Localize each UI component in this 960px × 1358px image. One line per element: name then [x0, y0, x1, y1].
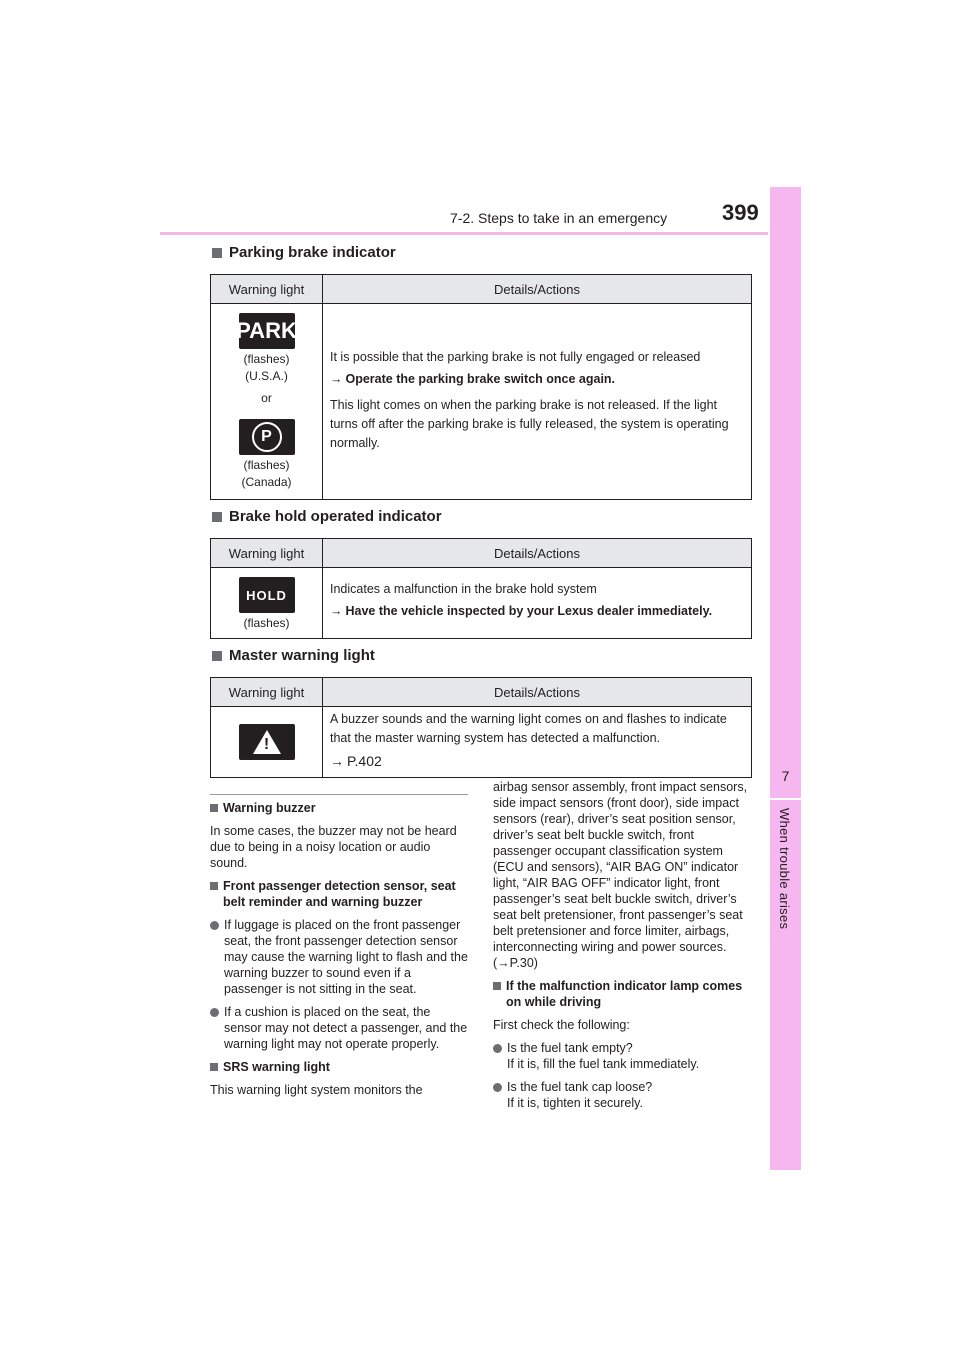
- note-text: This warning light system monitors the: [210, 1083, 423, 1097]
- warning-light-cell: [211, 568, 323, 638]
- col-header-warning-light: Warning light: [211, 678, 323, 706]
- bullet-question: Is the fuel tank empty?: [507, 1041, 633, 1055]
- p-circle: P: [252, 422, 282, 452]
- bullet-text-wrap: [507, 1079, 652, 1111]
- table-row: [211, 707, 751, 777]
- note-text: First check the following:: [493, 1018, 630, 1032]
- heading-square-icon: [212, 651, 222, 661]
- bullet-answer: If it is, fill the fuel tank immediately.: [507, 1057, 700, 1071]
- bullet-question: Is the fuel tank cap loose?: [507, 1080, 653, 1094]
- notes-left-column: [210, 800, 468, 1098]
- note-bullet: [493, 1079, 751, 1111]
- note-heading: [210, 1059, 468, 1075]
- note-text: airbag sensor assembly, front impact sensors, side impact sensors (front door), side impact sensors (rear), driver’s seat position sensor, driver’s seat belt buckle switch, front passenger occupant classification system (ECU and sensors), “AIR BAG ON” indicator light, “AIR BAG OFF” indicator light, front passenger’s seat belt buckle switch, driver’s seat belt pretensioner, front passenger’s seat belt pretensioner and force limiter, airbags, interconnecting wiring and power sources. (→P.30): [493, 780, 748, 970]
- note-heading-text: Front passenger detection sensor, seat belt reminder and warning buzzer: [223, 879, 456, 909]
- action-line: [330, 752, 745, 771]
- section-heading-brake-hold: [212, 508, 442, 525]
- lamp-caption: (flashes): [243, 616, 290, 630]
- notes-right-column: [493, 779, 751, 1118]
- brake-hold-table: [210, 538, 752, 639]
- heading-text: Parking brake indicator: [229, 244, 396, 261]
- heading-square-icon: [210, 804, 218, 812]
- chapter-side-tab: [770, 187, 801, 1170]
- bullet-text-wrap: [507, 1040, 699, 1072]
- heading-square-icon: [212, 248, 222, 258]
- bullet-text: If a cushion is placed on the seat, the sensor may not detect a passenger, and the warning light may not operate properly.: [224, 1005, 468, 1051]
- heading-square-icon: [210, 882, 218, 890]
- detail-text: A buzzer sounds and the warning light comes on and flashes to indicate that the master warning system has detected a malfunction.: [330, 712, 727, 745]
- parking-brake-table: [210, 274, 752, 500]
- action-text: Have the vehicle inspected by your Lexus dealer immediately.: [345, 604, 713, 618]
- warning-light-cell: [211, 707, 323, 777]
- lamp-caption: (flashes): [243, 458, 290, 472]
- note-bullet: [493, 1040, 751, 1072]
- table-row: [211, 568, 751, 638]
- running-header-section: 7-2. Steps to take in an emergency: [450, 210, 668, 226]
- note-heading-text: Warning buzzer: [223, 801, 316, 815]
- action-line: [330, 370, 745, 389]
- master-warning-icon: [239, 724, 295, 760]
- header-rule: [160, 232, 768, 235]
- detail-text: It is possible that the parking brake is not fully engaged or released: [330, 350, 701, 364]
- bullet-icon: [210, 1008, 219, 1017]
- details-cell: [323, 568, 751, 638]
- action-line: [330, 602, 745, 621]
- parking-brake-p-icon: [239, 419, 295, 455]
- chapter-number: 7: [781, 768, 790, 784]
- note-heading: [493, 978, 751, 1010]
- notes-divider: [210, 794, 468, 795]
- chapter-title: When trouble arises: [777, 808, 792, 930]
- hold-indicator-icon: HOLD: [239, 577, 295, 613]
- lamp-caption: (flashes): [243, 352, 290, 366]
- note-bullet: [210, 917, 468, 997]
- page-number: 399: [722, 200, 759, 225]
- section-heading-parking-brake: [212, 244, 396, 261]
- heading-square-icon: [212, 512, 222, 522]
- master-warning-table: [210, 677, 752, 778]
- arrow-icon: →: [330, 753, 344, 769]
- col-header-details: Details/Actions: [494, 281, 580, 297]
- table-header-row: [211, 275, 751, 304]
- note-heading: [210, 878, 468, 910]
- side-tab-divider: [770, 798, 801, 800]
- details-cell: [323, 304, 751, 499]
- lamp-caption: (Canada): [241, 475, 292, 489]
- bullet-icon: [210, 921, 219, 930]
- table-header-row: [211, 539, 751, 568]
- bullet-answer: If it is, tighten it securely.: [507, 1096, 643, 1110]
- detail-text: This light comes on when the parking brake is not released. If the light turns off after the parking brake is fully released, the system is operating normally.: [330, 398, 729, 450]
- action-text: Operate the parking brake switch once again.: [345, 372, 616, 386]
- heading-text: Brake hold operated indicator: [229, 508, 442, 525]
- heading-square-icon: [210, 1063, 218, 1071]
- warning-light-cell: [211, 304, 323, 499]
- heading-square-icon: [493, 982, 501, 990]
- or-text: or: [261, 391, 272, 405]
- col-header-warning-light: Warning light: [211, 539, 323, 567]
- note-heading-text: If the malfunction indicator lamp comes on while driving: [506, 979, 743, 1009]
- col-header-details: Details/Actions: [494, 545, 580, 561]
- note-heading: [210, 800, 468, 816]
- section-heading-master-warning: [212, 647, 375, 664]
- table-row: [211, 304, 751, 499]
- bullet-text: If luggage is placed on the front passenger seat, the front passenger detection sensor may cause the warning light to flash and the warning buzzer to sound even if a passenger is not sitting in the seat.: [224, 918, 468, 996]
- bullet-icon: [493, 1083, 502, 1092]
- note-bullet: [210, 1004, 468, 1052]
- heading-text: Master warning light: [229, 647, 375, 664]
- park-indicator-icon: PARK: [239, 313, 295, 349]
- note-text: In some cases, the buzzer may not be heard due to being in a noisy location or audio sound.: [210, 824, 457, 870]
- col-header-details: Details/Actions: [494, 684, 580, 700]
- note-heading-text: SRS warning light: [223, 1060, 330, 1074]
- col-header-warning-light: Warning light: [211, 275, 323, 303]
- lamp-caption: (U.S.A.): [245, 369, 288, 383]
- exclamation-mark: !: [263, 736, 270, 753]
- page-reference: P.402: [347, 753, 382, 769]
- arrow-icon: →: [330, 604, 343, 618]
- detail-text: Indicates a malfunction in the brake hold system: [330, 582, 597, 596]
- arrow-icon: →: [330, 372, 343, 386]
- details-cell: [323, 707, 751, 777]
- table-header-row: [211, 678, 751, 707]
- bullet-icon: [493, 1044, 502, 1053]
